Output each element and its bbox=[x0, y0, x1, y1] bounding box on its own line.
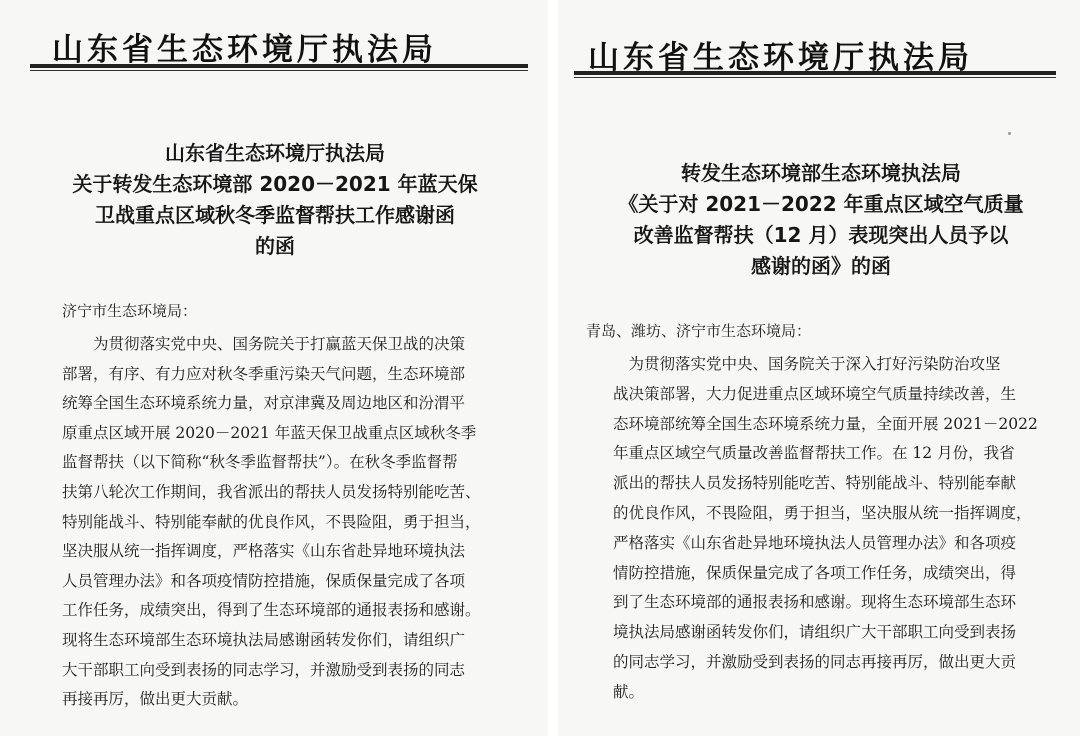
body-line: 统筹全国生态环境系统力量，对京津冀及周边地区和汾渭平 bbox=[62, 394, 466, 413]
page-divider bbox=[548, 0, 558, 736]
body-line: 为贯彻落实党中央、国务院关于深入打好污染防治攻坚 bbox=[582, 355, 1001, 373]
letterhead-rule-thin bbox=[30, 70, 528, 71]
body-line: 工作任务，成绩突出，得到了生态环境部的通报表扬和感谢。 bbox=[62, 601, 481, 620]
body-line: 情防控措施，保质保量完成了各项工作任务，成绩突出，得 bbox=[582, 563, 1017, 582]
body-line: 原重点区域开展 2020－2021 年蓝天保卫战重点区域秋冬季 bbox=[62, 423, 477, 442]
body-line: 年重点区域空气质量改善监督帮扶工作。在 12 月份，我省 bbox=[582, 444, 1015, 463]
body-line: 部署，有序、有力应对秋冬季重污染天气问题，生态环境部 bbox=[62, 364, 466, 383]
letterhead-rule-thick bbox=[30, 64, 528, 68]
body-line: 派出的帮扶人员发扬特别能吃苦、特别能战斗、特别能奉献 bbox=[582, 474, 1017, 493]
scan-speck bbox=[1008, 132, 1011, 135]
body-line: 境执法局感谢函转发你们，请组织广大干部职工向受到表扬 bbox=[582, 623, 1017, 642]
body-line: 现将生态环境部生态环境执法局感谢函转发你们，请组织广 bbox=[62, 630, 466, 649]
body-line: 战决策部署，大力促进重点区域环境空气质量持续改善，生 bbox=[582, 384, 1017, 403]
title-line: 的函 bbox=[255, 234, 295, 258]
body-line: 大干部职工向受到表扬的同志学习，并激励受到表扬的同志 bbox=[62, 660, 466, 679]
salutation: 济宁市生态环境局： bbox=[62, 302, 198, 320]
body-line: 献。 bbox=[582, 682, 645, 701]
body-line: 态环境部统筹全国生态环境系统力量，全面开展 2021－2022 bbox=[582, 414, 1038, 433]
body-text bbox=[62, 330, 481, 715]
letterhead-title: 山东省生态环境厅执法局 bbox=[52, 32, 437, 68]
body-line: 严格落实《山东省赴异地环境执法人员管理办法》和各项疫 bbox=[582, 533, 1017, 552]
letterhead-title: 山东省生态环境厅执法局 bbox=[588, 40, 973, 76]
title-line: 《关于对 2021－2022 年重点区域空气质量 bbox=[618, 192, 1024, 216]
title-line: 关于转发生态环境部 2020－2021 年蓝天保 bbox=[72, 172, 478, 196]
document-title bbox=[40, 138, 510, 262]
body-line: 为贯彻落实党中央、国务院关于打赢蓝天保卫战的决策 bbox=[62, 335, 466, 353]
body-text bbox=[582, 350, 1038, 708]
document-title bbox=[586, 158, 1056, 282]
title-line: 改善监督帮扶（12 月）表现突出人员予以 bbox=[633, 223, 1009, 247]
body-line: 坚决服从统一指挥调度，严格落实《山东省赴异地环境执法 bbox=[62, 542, 466, 561]
body-line: 特别能战斗、特别能奉献的优良作风，不畏险阻，勇于担当， bbox=[62, 512, 481, 531]
body-line: 扶第八轮次工作期间，我省派出的帮扶人员发扬特别能吃苦、 bbox=[62, 482, 481, 501]
title-line: 感谢的函》的函 bbox=[751, 254, 891, 278]
title-line: 转发生态环境部生态环境执法局 bbox=[681, 161, 961, 185]
title-line: 山东省生态环境厅执法局 bbox=[165, 141, 385, 165]
title-line: 卫战重点区域秋冬季监督帮扶工作感谢函 bbox=[95, 203, 455, 227]
body-line: 的同志学习，并激励受到表扬的同志再接再厉，做出更大贡 bbox=[582, 652, 1017, 671]
salutation: 青岛、潍坊、济宁市生态环境局： bbox=[586, 322, 812, 340]
body-line: 到了生态环境部的通报表扬和感谢。现将生态环境部生态环 bbox=[582, 593, 1017, 612]
letterhead-rule-thin bbox=[574, 77, 1056, 78]
body-line: 再接再厉，做出更大贡献。 bbox=[62, 690, 249, 709]
body-line: 监督帮扶（以下简称“秋冬季监督帮扶”）。在秋冬季监督帮 bbox=[62, 453, 458, 472]
body-line: 的优良作风，不畏险阻，勇于担当，坚决服从统一指挥调度， bbox=[582, 503, 1032, 522]
right-document-page bbox=[558, 0, 1080, 736]
letterhead-rule-thick bbox=[574, 71, 1056, 75]
body-line: 人员管理办法》和各项疫情防控措施，保质保量完成了各项 bbox=[62, 571, 466, 590]
